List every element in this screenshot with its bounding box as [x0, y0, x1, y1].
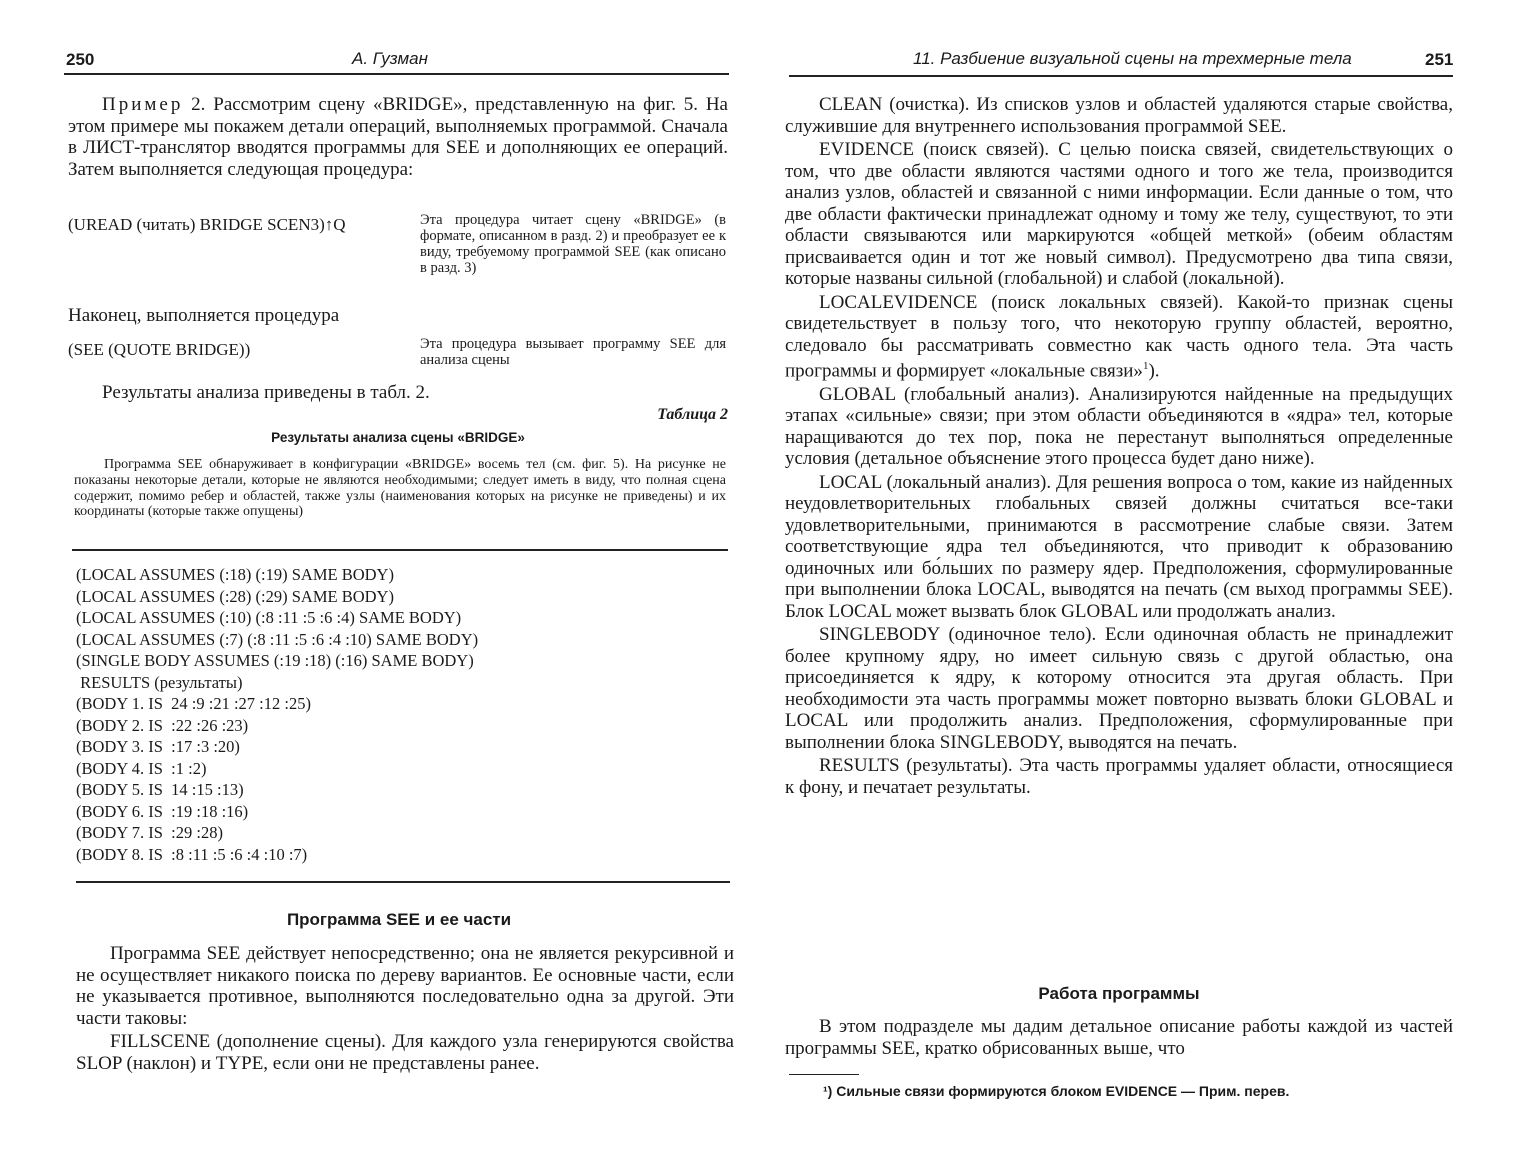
right-page [765, 0, 1530, 1150]
table-line: RESULTS (результаты) [76, 672, 243, 692]
table-line: (LOCAL ASSUMES (:7) (:8 :11 :5 :6 :4 :10) SAME BODY) [76, 629, 479, 649]
table-title: Результаты анализа сцены «BRIDGE» [271, 430, 525, 445]
table-number: Таблица 2 [657, 406, 728, 423]
evidence-paragraph: EVIDENCE (поиск связей). С целью поиска связей, свидетельствующих о том, что две области являются частями одного и того же тела, производится анализ узлов, областей и связанной с ними информации. Если данные о том, что две области фактически принадлежат одному и тому же телу, существуют, то эти области связываются или маркируются «общей меткой» (обеим областям присваивается один и тот же новый символ). Предусмотрено два типа связи, которые названы сильной (глобальной) и слабой (локальной). [785, 139, 1453, 289]
table-top-rule [72, 549, 728, 551]
local-paragraph: LOCAL (локальный анализ). Для решения вопроса о том, какие из найденных неудовлетворительных глобальных связей должны считаться все-таки удовлетворительными, принимаются в рассмотрение слабые связи. Затем соответствующие ядра тел объединяются, что приводит к образованию одиночных или бо́льших по размеру ядер. Предположения, сформулированные при выполнении блока LOCAL, выводятся на печать (см выход программы SEE). Блок LOCAL может вызвать блок GLOBAL или продолжать анализ. [785, 471, 1453, 622]
table-line: (BODY 8. IS :8 :11 :5 :6 :4 :10 :7) [76, 844, 308, 864]
footnote-text: ¹) Сильные связи формируются блоком EVIDENCE — Прим. перев. [823, 1083, 1290, 1099]
table-line: (BODY 5. IS 14 :15 :13) [76, 780, 244, 799]
part-descriptions [785, 94, 1453, 798]
results-paragraph: RESULTS (результаты). Эта часть программы удаляет области, относящиеся к фону, и печатает результаты. [785, 755, 1453, 798]
section-text: Программа SEE действует непосредственно; она не является рекурсивной и не осуществляет никакого поиска по дереву вариантов. Ее основные части, если не указывается противное, выполняются последовательно одна за другой. Эти части таковы: [76, 943, 734, 1029]
global-paragraph: GLOBAL (глобальный анализ). Анализируются найденные на предыдущих этапах «сильные» связи; при этом области объединяются в «ядра» тел, которые наращиваются до тех пор, пока не перестанут выполняться определенные условия (детальное объяснение этого процесса будет дано ниже). [785, 383, 1453, 470]
procedure-see-description: Эта процедура вызывает программу SEE для анализа сцены [420, 336, 726, 368]
example-label: Пример [102, 94, 184, 115]
clean-paragraph: CLEAN (очистка). Из списков узлов и областей удаляются старые свойства, служившие для внутреннего использования программой SEE. [785, 94, 1453, 137]
procedure-see-code: (SEE (QUOTE BRIDGE)) [68, 340, 251, 359]
table-bottom-rule [76, 881, 730, 883]
table-line: (SINGLE BODY ASSUMES (:19 :18) (:16) SAME BODY) [76, 651, 474, 670]
table-line: (BODY 4. IS :1 :2) [76, 758, 207, 778]
header-rule [789, 75, 1453, 77]
footnote-marker[interactable]: 1 [1142, 360, 1149, 372]
table-caption: Программа SEE обнаруживает в конфигурации «BRIDGE» восемь тел (см. фиг. 5). На рисунке не показаны некоторые детали, которые не являются необходимыми; следует иметь в виду, что полная сцена содержит, помимо ребер и областей, также узлы (наименования которых на рисунке не приведены) и их координаты (которые также опущены) [74, 457, 726, 520]
section-heading: Работа программы [1038, 984, 1200, 1003]
section-text: В этом подразделе мы дадим детальное описание работы каждой из частей программы SEE, кратко обрисованных выше, что [785, 1016, 1453, 1059]
table-line: (LOCAL ASSUMES (:10) (:8 :11 :5 :6 :4) SAME BODY) [76, 608, 462, 627]
singlebody-paragraph: SINGLEBODY (одиночное тело). Если одиночная область не принадлежит более крупному ядру, но имеет сильную связь с другой областью, она присоединяется к ядру, к которому относится эта другая область. При необходимости эта часть программы может повторно вызвать блоки GLOBAL и LOCAL или продолжить анализ. Предположения, сформулированные при выполнении блока SINGLEBODY, выводятся на печать. [785, 624, 1453, 753]
table-body [76, 564, 726, 865]
table-line: (BODY 1. IS 24 :9 :21 :27 :12 :25) [76, 694, 311, 713]
page-number: 251 [1425, 50, 1454, 69]
running-head: А. Гузман [352, 49, 428, 68]
finally-text: Наконец, выполняется процедура [68, 305, 340, 326]
fillscene-text: FILLSCENE (дополнение сцены). Для каждого узла генерируются свойства SLOP (наклон) и TYPE, если они не представлены ранее. [76, 1031, 734, 1074]
example-paragraph [68, 94, 728, 180]
table-line: (LOCAL ASSUMES (:18) (:19) SAME BODY) [76, 565, 394, 584]
header-rule [64, 73, 729, 75]
footnote-rule [789, 1074, 859, 1075]
procedure-uread-description: Эта процедура читает сцену «BRIDGE» (в формате, описанном в разд. 2) и преобразует ее к виду, требуемому программой SEE (как описано в разд. 3) [420, 212, 726, 276]
table-line: (LOCAL ASSUMES (:28) (:29) SAME BODY) [76, 586, 394, 606]
section-body [785, 1016, 1453, 1059]
page-number: 250 [66, 50, 95, 69]
table-line: (BODY 6. IS :19 :18 :16) [76, 801, 249, 821]
results-text: Результаты анализа приведены в табл. 2. [102, 382, 430, 403]
example-text: 2. Рассмотрим сцену «BRIDGE», представленную на фиг. 5. На этом примере мы покажем детали операций, выполняемых программой. Сначала в ЛИСТ-транслятор вводятся программы для SEE и дополняющих ее операций. Затем выполняется следующая процедура: [68, 94, 728, 180]
table-line: (BODY 2. IS :22 :26 :23) [76, 715, 249, 735]
procedure-uread-code: (UREAD (читать) BRIDGE SCEN3)↑Q [68, 215, 346, 234]
localevidence-paragraph: LOCALEVIDENCE (поиск локальных связей). Какой-то признак сцены свидетельствует в пользу того, что некоторую группу областей, вероятно, следовало бы рассматривать совместно как часть одного тела. Эта часть программы и формирует «локальные связи»$^1$). [785, 291, 1453, 382]
table-line: (BODY 3. IS :17 :3 :20) [76, 737, 240, 756]
running-head: 11. Разбиение визуальной сцены на трехмерные тела [913, 49, 1352, 68]
section-body [76, 943, 734, 1074]
section-heading: Программа SEE и ее части [286, 910, 512, 929]
table-line: (BODY 7. IS :29 :28) [76, 823, 223, 842]
